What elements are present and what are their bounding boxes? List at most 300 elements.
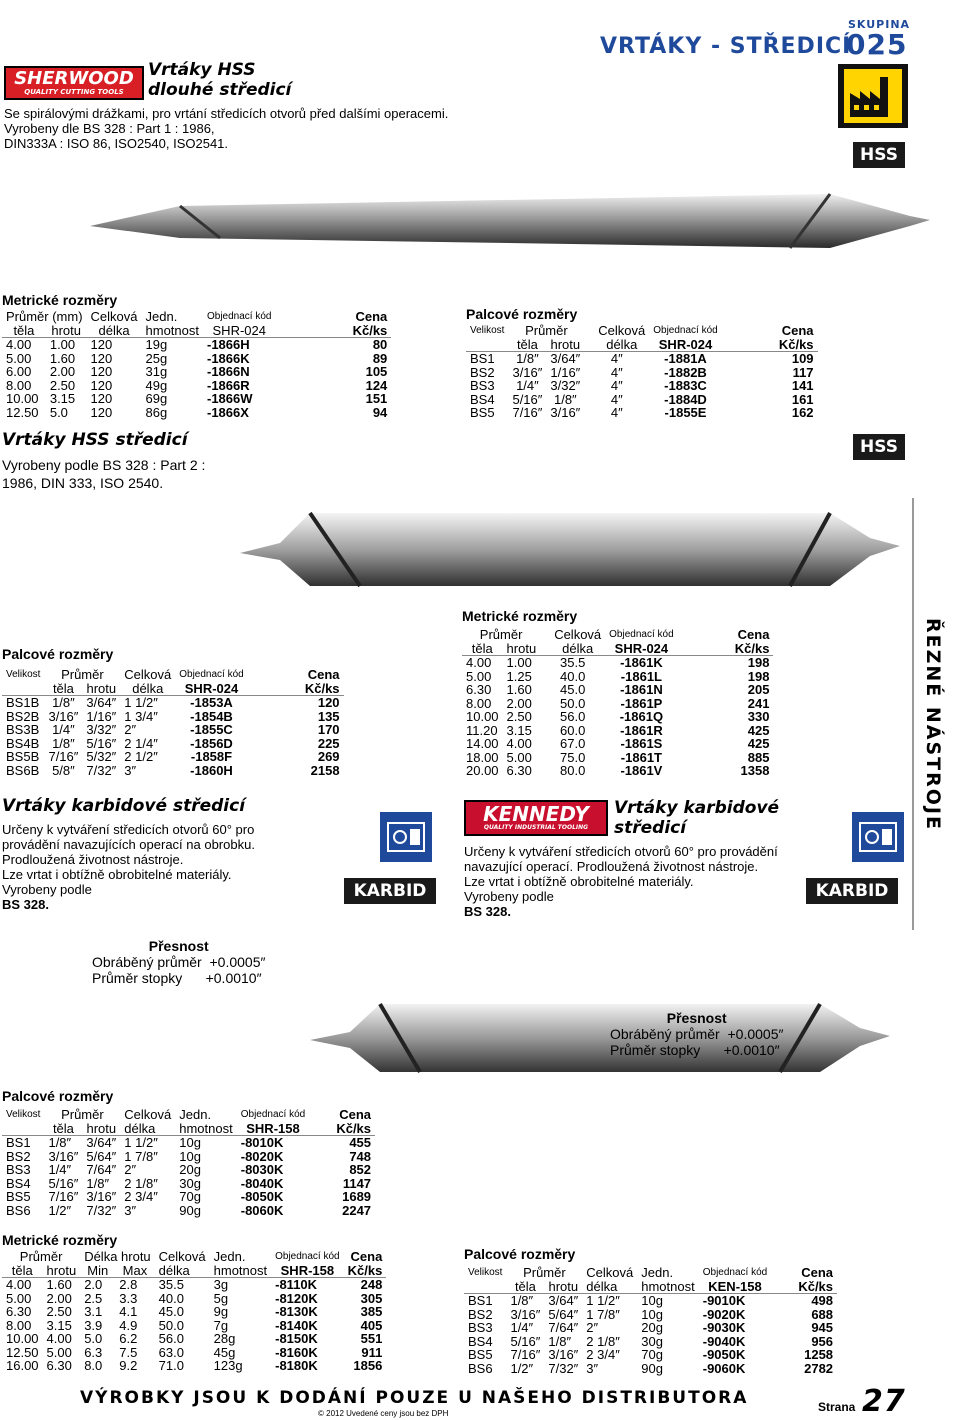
side-category-label: ŘEZNÉ NÁSTROJE: [922, 618, 944, 831]
col-header: Min: [80, 1264, 115, 1278]
table-cell: 2 3/4″: [124, 1189, 158, 1204]
col-header: KEN-158: [699, 1280, 772, 1294]
table-cell: 19g: [145, 337, 168, 352]
table-cell: 5/64″: [548, 1306, 579, 1322]
col-header: Objednací kód: [609, 629, 674, 640]
table-cell: 248: [360, 1277, 383, 1292]
table-cell: 330: [747, 709, 770, 724]
section4-title-line2: středicí: [614, 818, 687, 838]
table-row: [2, 1163, 375, 1177]
table-cell: -1861S: [620, 736, 663, 751]
table-cell: 8.00: [6, 377, 32, 393]
table-cell: 109: [791, 351, 814, 366]
section3-metric-heading: Metrické rozměry: [2, 1232, 118, 1248]
table-cell: 5.00: [6, 350, 32, 366]
table-cell: -8040K: [240, 1175, 284, 1191]
table-cell: 1/2″: [48, 1202, 72, 1218]
table-cell: BS1B: [6, 695, 40, 710]
section3-desc-line: Vyrobeny podle: [2, 882, 92, 897]
table-cell: 1/8″: [86, 1175, 110, 1191]
table-cell: BS2: [468, 1306, 493, 1322]
table-row: [2, 1332, 386, 1346]
table-row: [2, 392, 391, 406]
table-cell: 45.0: [560, 682, 586, 697]
table-cell: 6.00: [6, 364, 32, 379]
col-header: Celková: [598, 323, 646, 338]
table-row: [2, 723, 344, 737]
table-cell: -1884D: [664, 391, 707, 407]
table-row: [462, 764, 773, 778]
col-header: délka: [155, 1264, 210, 1278]
section4-inch-block: [464, 1246, 837, 1375]
section4-desc-line: navazující operací. Prodloužená životnost nástroje.: [464, 859, 759, 874]
group-label: SKUPINA: [848, 18, 911, 31]
table-cell: BS4: [6, 1175, 31, 1191]
table-cell: -1861N: [620, 682, 663, 697]
table-cell: -1866X: [207, 404, 249, 420]
table-cell: 8.00: [6, 1317, 32, 1333]
table-row: [466, 393, 818, 407]
table-cell: 2.5: [84, 1290, 103, 1306]
table-cell: 3″: [124, 762, 137, 778]
machine-icon: [386, 819, 426, 855]
table-cell: 1856: [353, 1358, 383, 1373]
table-cell: -8110K: [275, 1277, 318, 1292]
section4-inch-heading: Palcové rozměry: [464, 1246, 576, 1262]
table-cell: 305: [360, 1290, 383, 1306]
table-cell: -8010K: [240, 1135, 284, 1150]
table-cell: 117: [792, 364, 814, 380]
col-header: Průměr: [523, 1265, 566, 1280]
table-cell: -1883C: [664, 378, 707, 393]
table-row: [462, 710, 773, 724]
table-cell: 1/4″: [510, 1320, 534, 1335]
col-header: Celková: [90, 309, 138, 324]
table-cell: 1 1/2″: [586, 1293, 620, 1308]
table-cell: BS5: [468, 1347, 493, 1362]
col-header: Objednací kód: [240, 1109, 306, 1120]
table-cell: 5/16″: [510, 1333, 541, 1349]
col-header: Celková: [586, 1265, 634, 1280]
col-header: délka: [584, 338, 649, 352]
precision-label: Průměr stopky: [610, 1042, 701, 1058]
table-cell: 3/16″: [548, 1347, 579, 1362]
table-cell: 2.50: [46, 1304, 72, 1319]
table-cell: 551: [360, 1331, 383, 1346]
col-header: těla: [508, 338, 546, 352]
table-cell: 885: [747, 749, 770, 765]
table-cell: -8020K: [240, 1148, 284, 1164]
table-header-row: [2, 1264, 386, 1278]
section3-inch-body: [2, 1136, 375, 1218]
table-cell: 3/64″: [550, 351, 581, 366]
table-cell: BS2B: [6, 708, 40, 724]
table-cell: 5/64″: [86, 1148, 117, 1164]
precision-title: Přesnost: [666, 1010, 727, 1026]
table-cell: 198: [747, 655, 770, 670]
table-cell: 90g: [179, 1202, 201, 1218]
col-header: Max: [115, 1264, 154, 1278]
table-cell: 49g: [145, 377, 168, 393]
table-cell: 7/32″: [86, 762, 117, 778]
table-cell: 5/16″: [48, 1175, 79, 1191]
table-cell: 70g: [641, 1347, 663, 1362]
table-cell: 80.0: [560, 763, 586, 778]
table-cell: 4″: [610, 391, 623, 407]
col-header: Velikost: [470, 325, 505, 336]
table-cell: 20.00: [466, 763, 499, 778]
col-header: Průměr: [61, 1107, 104, 1122]
table-cell: -9050K: [702, 1347, 746, 1362]
col-header: hmotnost: [210, 1264, 271, 1278]
section2-inch-table: [2, 668, 344, 777]
table-cell: 7/32″: [548, 1360, 579, 1376]
table-cell: 5/32″: [86, 749, 117, 764]
section1-title-line2: dlouhé středicí: [148, 80, 292, 100]
category-title: VRTÁKY - STŘEDICÍ: [600, 34, 852, 59]
table-cell: BS4: [470, 391, 495, 407]
table-cell: 60.0: [560, 722, 586, 738]
precision-value: +0.0005″: [727, 1026, 784, 1042]
section2-metric-body: [462, 656, 773, 778]
table-cell: -1861T: [620, 749, 662, 765]
section2-metric-block: [462, 608, 773, 778]
table-cell: 7/64″: [548, 1320, 579, 1335]
section1-desc-line: Vyrobeny dle BS 328 : Part 1 : 1986,: [4, 121, 215, 136]
table-cell: 75.0: [560, 749, 586, 765]
col-header: Velikost: [6, 1109, 41, 1120]
table-cell: 6.30: [46, 1358, 72, 1373]
table-cell: 7/16″: [510, 1347, 541, 1362]
table-cell: 120: [90, 377, 113, 393]
col-header: Jedn.: [179, 1107, 212, 1122]
table-cell: BS1: [6, 1135, 31, 1150]
table-cell: BS6B: [6, 762, 40, 778]
table-cell: -9020K: [702, 1306, 746, 1322]
table-cell: 161: [791, 391, 814, 407]
table-cell: 1/8″: [48, 1135, 72, 1150]
table-cell: 405: [360, 1317, 383, 1333]
table-cell: -8150K: [275, 1331, 318, 1346]
table-cell: 31g: [145, 364, 168, 379]
table-cell: -1858F: [190, 749, 233, 764]
table-cell: BS2: [6, 1148, 31, 1164]
hss-badge: HSS: [853, 142, 905, 168]
table-cell: 3″: [586, 1360, 599, 1376]
table-row: [462, 670, 773, 684]
table-cell: 2.00: [46, 1290, 72, 1306]
table-cell: 2158: [310, 762, 340, 778]
table-cell: -9010K: [702, 1293, 746, 1308]
table-cell: 4″: [610, 378, 623, 393]
table-cell: -1882B: [664, 364, 707, 380]
table-cell: 945: [811, 1320, 834, 1335]
col-header: SHR-158: [237, 1122, 310, 1136]
col-header: Cena: [355, 309, 388, 324]
section2-metric-heading: Metrické rozměry: [462, 608, 578, 624]
table-header-row: [466, 338, 818, 352]
table-cell: 120: [90, 404, 113, 420]
table-row: [466, 352, 818, 366]
table-cell: 89: [372, 350, 388, 366]
table-cell: 120: [90, 350, 113, 366]
section1-inch-heading: Palcové rozměry: [466, 306, 578, 322]
table-cell: -8140K: [275, 1317, 318, 1333]
table-cell: 170: [317, 722, 340, 737]
col-header: Průměr (mm): [6, 309, 83, 324]
table-cell: 6.30: [506, 763, 532, 778]
table-cell: BS5B: [6, 749, 40, 764]
section3-title: Vrtáky karbidové středicí: [2, 796, 246, 816]
col-header: Jedn.: [145, 309, 178, 324]
table-cell: 141: [791, 378, 814, 393]
table-cell: 4″: [610, 364, 623, 380]
col-header: Objednací kód: [702, 1267, 768, 1278]
col-header: Kč/ks: [678, 642, 774, 656]
table-cell: 123g: [213, 1358, 243, 1373]
col-header: Kč/ks: [309, 1122, 375, 1136]
col-header: SHR-158: [271, 1264, 344, 1278]
table-cell: 4.1: [119, 1304, 138, 1319]
table-row: [2, 1177, 375, 1191]
col-header: hmotnost: [175, 1122, 236, 1136]
table-cell: 1.60: [46, 1277, 72, 1292]
table-cell: 30g: [641, 1333, 663, 1349]
table-row: [2, 365, 391, 379]
precision-value: +0.0010″: [723, 1042, 780, 1058]
col-header: délka: [582, 1280, 637, 1294]
table-cell: BS1: [470, 351, 495, 366]
table-cell: 5.00: [46, 1344, 72, 1360]
table-cell: -1866H: [207, 337, 250, 352]
col-header: těla: [44, 682, 82, 696]
hss-badge: HSS: [853, 434, 905, 460]
table-cell: 1 3/4″: [124, 708, 158, 724]
table-cell: 10g: [179, 1135, 201, 1150]
table-cell: 86g: [145, 404, 168, 420]
table-cell: 71.0: [158, 1358, 184, 1373]
table-header-row: [462, 628, 773, 642]
table-cell: 90g: [641, 1360, 663, 1376]
col-header: hrotu: [546, 338, 584, 352]
table-cell: BS3: [6, 1162, 31, 1177]
page-label: Strana: [818, 1400, 856, 1414]
table-cell: 2 1/8″: [124, 1175, 158, 1191]
col-header: těla: [2, 1264, 43, 1278]
table-cell: 28g: [213, 1331, 236, 1346]
section3-inch-block: [2, 1088, 375, 1217]
table-row: [2, 1190, 375, 1204]
table-cell: BS1: [468, 1293, 493, 1308]
table-row: [462, 697, 773, 711]
table-cell: 3.9: [84, 1317, 103, 1333]
table-cell: 2.00: [506, 695, 532, 711]
table-cell: -9040K: [702, 1333, 746, 1349]
section1-inch-block: [466, 306, 818, 420]
table-row: [2, 1305, 386, 1319]
table-header-row: [2, 682, 344, 696]
section1-metric-heading: Metrické rozměry: [2, 292, 118, 308]
table-cell: BS3: [470, 378, 495, 393]
table-cell: 7/16″: [48, 1189, 79, 1204]
table-cell: 1258: [804, 1347, 834, 1362]
col-header: Cena: [307, 667, 340, 682]
col-header: Objednací kód: [207, 311, 272, 322]
sherwood-logo: [4, 66, 144, 100]
section1-title-line1: Vrtáky HSS: [148, 60, 256, 80]
col-header: Cena: [339, 1107, 372, 1122]
table-row: [2, 710, 344, 724]
section3-desc-line: Lze vrtat i obtížně obrobitelné materiály.: [2, 867, 232, 882]
table-cell: 7/64″: [86, 1162, 117, 1177]
table-row: [464, 1308, 837, 1322]
table-cell: 151: [365, 391, 388, 406]
table-row: [464, 1335, 837, 1349]
table-cell: BS4B: [6, 735, 40, 751]
table-cell: BS5: [470, 405, 495, 420]
table-cell: 18.00: [466, 749, 499, 765]
table-header-row: [466, 324, 818, 338]
section1-title: [148, 60, 291, 100]
long-center-drill-image: [70, 176, 930, 266]
table-header-row: [464, 1266, 837, 1280]
col-header: Průměr: [479, 627, 523, 642]
section1-metric-block: [2, 292, 391, 419]
table-cell: 4.00: [6, 337, 32, 352]
sherwood-logo-subtext: QUALITY CUTTING TOOLS: [24, 87, 124, 96]
table-cell: 10g: [641, 1293, 663, 1308]
table-cell: 120: [317, 695, 340, 710]
table-cell: 1/16″: [550, 364, 581, 380]
table-cell: 7/16″: [48, 749, 79, 764]
col-header: hrotu: [82, 682, 120, 696]
col-header: [466, 338, 508, 352]
table-cell: 135: [317, 708, 340, 724]
table-cell: 7.5: [119, 1344, 138, 1360]
table-row: [2, 338, 391, 352]
section4-desc-line: Určeny k vytváření středicích otvorů 60° pro provádění: [464, 844, 778, 859]
group-number: 025: [846, 28, 908, 61]
table-cell: -1866R: [207, 377, 250, 393]
table-cell: 1/8″: [52, 695, 75, 710]
table-cell: 1.25: [506, 668, 532, 684]
table-cell: 5.0: [84, 1331, 103, 1346]
table-cell: 2782: [804, 1360, 834, 1376]
table-cell: 1/16″: [86, 708, 117, 724]
col-header: Cena: [781, 323, 814, 338]
table-cell: 7/32″: [86, 1202, 117, 1218]
table-cell: -9030K: [702, 1320, 746, 1335]
table-cell: 3.3: [119, 1290, 138, 1306]
col-header: hrotu: [43, 1264, 81, 1278]
table-row: [2, 1346, 386, 1360]
col-header: Objednací kód: [653, 325, 718, 336]
table-header-row: [2, 668, 344, 682]
section1-inch-body: [466, 352, 818, 420]
col-header: Celková: [124, 667, 172, 682]
table-row: [2, 1150, 375, 1164]
table-cell: BS6: [468, 1360, 493, 1376]
table-row: [2, 1136, 375, 1150]
table-cell: 1/8″: [510, 1293, 534, 1308]
center-drill-image: [230, 498, 910, 598]
section3-metric-block: [2, 1232, 386, 1373]
table-cell: 2 1/8″: [586, 1333, 620, 1349]
col-header: Jedn.: [213, 1249, 246, 1264]
table-cell: 80: [372, 337, 388, 352]
table-row: [464, 1348, 837, 1362]
table-cell: 3″: [124, 1202, 137, 1218]
table-cell: -9060K: [702, 1360, 746, 1376]
table-cell: 4.00: [6, 1277, 32, 1292]
table-cell: -1861Q: [619, 709, 664, 724]
distributor-banner: VÝROBKY JSOU K DODÁNÍ POUZE U NAŠEHO DISTRIBUTORA: [80, 1388, 749, 1408]
table-cell: 70g: [179, 1189, 201, 1204]
precision-title: Přesnost: [148, 938, 209, 954]
table-cell: 94: [372, 404, 388, 420]
section3-metric-table: [2, 1250, 386, 1373]
table-cell: 35.5: [560, 655, 586, 670]
table-cell: 162: [791, 405, 814, 420]
table-cell: 3.15: [506, 722, 532, 738]
table-cell: -8160K: [275, 1344, 318, 1360]
col-header: Kč/ks: [276, 324, 392, 338]
table-cell: 10.00: [6, 1331, 39, 1346]
col-header: [2, 1122, 44, 1136]
section2-metric-table: [462, 628, 773, 778]
col-header: Cena: [737, 627, 770, 642]
table-cell: 120: [90, 337, 113, 352]
factory-icon: [844, 69, 902, 123]
factory-icon-box: [838, 64, 908, 128]
table-cell: 6.3: [84, 1344, 103, 1360]
table-cell: 3.15: [46, 1317, 72, 1333]
table-row: [2, 1204, 375, 1218]
section4-desc-line: Lze vrtat i obtížně obrobitelné materiály.: [464, 874, 694, 889]
table-cell: 5.00: [6, 1290, 32, 1306]
col-header: Průměr: [525, 323, 568, 338]
table-cell: 10.00: [6, 391, 39, 406]
col-header: těla: [506, 1280, 544, 1294]
table-header-row: [464, 1280, 837, 1294]
table-cell: BS4: [468, 1333, 493, 1349]
table-cell: 241: [747, 695, 770, 711]
table-cell: 2.50: [49, 377, 76, 393]
machine-icon: [858, 819, 898, 855]
col-header: těla: [44, 1122, 82, 1136]
col-header: Délka hrotu: [84, 1249, 151, 1264]
table-cell: 20g: [641, 1320, 663, 1335]
karbid-badge: KARBID: [344, 878, 436, 904]
table-cell: 852: [349, 1162, 372, 1177]
table-row: [462, 724, 773, 738]
table-header-row: [462, 642, 773, 656]
col-header: Kč/ks: [344, 1264, 387, 1278]
table-row: [2, 696, 344, 710]
table-cell: BS3B: [6, 722, 40, 737]
sherwood-logo-text: SHERWOOD: [14, 67, 134, 89]
table-cell: -8180K: [275, 1358, 318, 1373]
section4-inch-body: [464, 1294, 837, 1376]
section1-desc-line: Se spirálovými drážkami, pro vrtání středicích otvorů před dalšími operacemi.: [4, 106, 449, 121]
section4-standard: BS 328.: [464, 904, 511, 919]
col-header: Cena: [350, 1249, 383, 1264]
section3-metric-body: [2, 1278, 386, 1373]
table-cell: 2.00: [49, 364, 76, 379]
table-cell: 1358: [740, 763, 770, 778]
section1-description: [4, 106, 448, 151]
precision-label: Průměr stopky: [92, 970, 183, 986]
